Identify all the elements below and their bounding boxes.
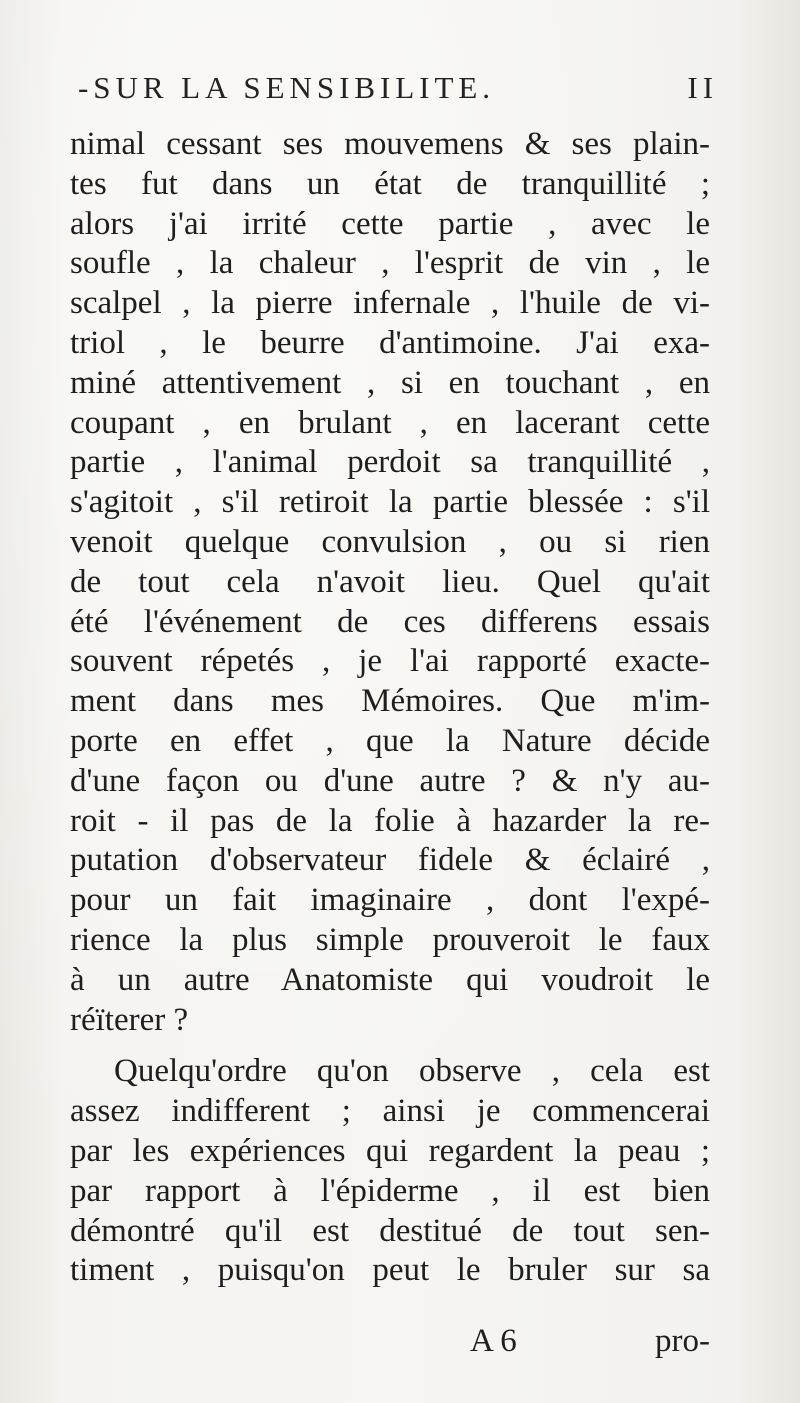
text-line: miné attentivement , si en touchant , en bbox=[70, 364, 710, 401]
paragraph-2 bbox=[70, 1052, 710, 1291]
text-line: de tout cela n'avoit lieu. Quel qu'ait bbox=[70, 563, 710, 600]
text-line: par rapport à l'épiderme , il est bien bbox=[70, 1172, 710, 1209]
text-line: triol , le beurre d'antimoine. J'ai exa- bbox=[70, 324, 710, 361]
text-line: timent , puisqu'on peut le bruler sur sa bbox=[70, 1252, 710, 1289]
text-line: souvent répetés , je l'ai rapporté exacte- bbox=[70, 643, 710, 680]
text-line: tes fut dans un état de tranquillité ; bbox=[70, 165, 710, 202]
text-line: putation d'observateur fidele & éclairé , bbox=[70, 842, 710, 879]
text-line: porte en effet , que la Nature décide bbox=[70, 722, 710, 759]
signature-mark: A 6 bbox=[470, 1323, 517, 1359]
catchword: pro- bbox=[655, 1323, 710, 1359]
paragraph-1 bbox=[70, 125, 710, 1040]
text-line: ment dans mes Mémoires. Que m'im- bbox=[70, 683, 710, 720]
text-line: scalpel , la pierre infernale , l'huile de vi- bbox=[70, 285, 710, 322]
page-footer bbox=[70, 1323, 710, 1367]
text-line: roit - il pas de la folie à hazarder la re- bbox=[70, 802, 710, 839]
text-line: partie , l'animal perdoit sa tranquillité , bbox=[70, 444, 710, 481]
text-line: venoit quelque convulsion , ou si rien bbox=[70, 523, 710, 560]
text-line: coupant , en brulant , en lacerant cette bbox=[70, 404, 710, 441]
text-line: alors j'ai irrité cette partie , avec le bbox=[70, 205, 710, 242]
body-text bbox=[70, 125, 710, 1291]
page-header bbox=[78, 70, 718, 110]
text-line: d'une façon ou d'une autre ? & n'y au- bbox=[70, 762, 710, 799]
running-title: -SUR LA SENSIBILITE. bbox=[78, 70, 495, 105]
text-line: assez indifferent ; ainsi je commencerai bbox=[70, 1093, 710, 1130]
text-line: réïterer ? bbox=[70, 1001, 189, 1038]
text-line: été l'événement de ces differens essais bbox=[70, 603, 710, 640]
text-line: Quelqu'ordre qu'on observe , cela est bbox=[114, 1053, 710, 1090]
text-line: rience la plus simple prouveroit le faux bbox=[70, 921, 710, 958]
page-number: II bbox=[687, 70, 718, 105]
text-line: soufle , la chaleur , l'esprit de vin , le bbox=[70, 245, 710, 282]
text-line: pour un fait imaginaire , dont l'expé- bbox=[70, 882, 710, 919]
text-line: s'agitoit , s'il retiroit la partie blessée : s'il bbox=[70, 484, 710, 521]
text-line: nimal cessant ses mouvemens & ses plain- bbox=[70, 126, 710, 162]
text-line: à un autre Anatomiste qui voudroit le bbox=[70, 961, 710, 998]
text-line: démontré qu'il est destitué de tout sen- bbox=[70, 1212, 710, 1249]
paragraph-spacer bbox=[70, 1040, 710, 1052]
text-line: par les expériences qui regardent la peau ; bbox=[70, 1132, 710, 1169]
